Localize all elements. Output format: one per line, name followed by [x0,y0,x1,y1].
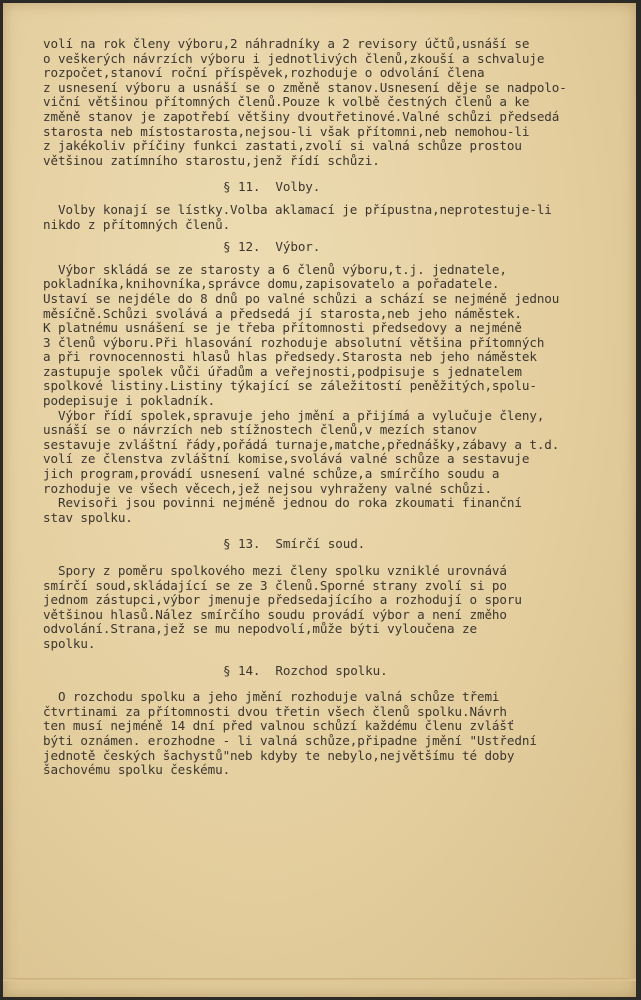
section-10-continuation [43,37,633,168]
text-line: sestavuje zvláštní řády,pořádá turnaje,matche,přednášky,zábavy a t.d. [43,436,560,452]
text-line: spolkové listiny.Listiny týkající se záležitostí peněžitých,spolu- [43,378,537,394]
section-heading-12: § 12. Výbor. [223,239,321,255]
text-line: Volby konají se lístky.Volba aklamací je přípustna,neprotestuje-li [43,201,552,217]
text-line: měsíčně.Schůzi svolává a předsedá jí starosta,neb jeho náměstek. [43,305,522,321]
text-line: Spory z poměru spolkového mezi členy spolku vzniklé urovnává [43,563,507,578]
text-line: usnáší se o návrzích neb stížnostech členů,v mezích stanov [43,422,477,438]
text-line: pokladníka,knihovníka,správce domu,zapisovatelo a pořadatele. [43,276,500,292]
text-line: o veškerých návrzích výboru i jednotlivých členů,zkouší a schvaluje [43,50,545,66]
text-line: rozpočet,stanoví roční příspěvek,rozhoduje o odvolání člena [43,65,485,81]
text-line: většinou zatímního starostu,jenž řídí schůzi. [43,152,380,168]
text-line: stav spolku. [43,509,133,525]
section-12 [43,263,633,526]
text-line: starosta neb místostarosta,nejsou-li však přítomni,neb nemohou-li [43,123,530,139]
text-line: zastupuje spolek vůči úřadům a veřejnosti,podpisuje s jednatelem [43,363,522,379]
document-body [43,37,633,778]
section-heading-11: § 11. Volby. [223,179,321,195]
scanned-page [3,3,636,997]
section-13 [43,564,633,652]
text-line: z jakékoliv příčiny funkci zastati,zvolí si valná schůze prostou [43,138,522,154]
text-line: podepisuje i pokladník. [43,393,216,409]
text-line: z usnesení výboru a usnáší se o změně stanov.Usnesení děje se nadpolo- [43,79,567,95]
section-heading-14: § 14. Rozchod spolku. [223,662,388,678]
text-line: a při rovnocennosti hlasů hlas předsedy.Starosta neb jeho náměstek [43,349,537,365]
text-line: Výbor skládá se ze starosty a 6 členů výboru,t.j. jednatele, [43,261,507,277]
text-line: Revisoři jsou povinni nejméně jednou do roka zkoumati finanční [43,495,522,511]
text-line: Ustaví se nejdéle do 8 dnů po valné schůzi a schází se nejméně jednou [43,290,560,306]
text-line: býti oznámen. erozhodne - li valná schůze,připadne jmění "Ustřední [43,732,537,748]
text-line: 3 členů výboru.Při hlasování rozhoduje absolutní většina přítomných [43,334,545,350]
text-line: viční většinou přítomných členů.Pouze k volbě čestných členů a ke [43,94,530,110]
text-line: rozhoduje ve všech věcech,jež nejsou vyhraženy valné schůzi. [43,480,492,496]
section-heading-13: § 13. Smírčí soud. [223,536,366,552]
text-line: jednom zástupci,výbor jmenuje předsedajícího a rozhodují o sporu [43,592,522,608]
text-line: volí na rok členy výboru,2 náhradníky a 2 revisory účtů,usnáší se [43,36,530,51]
page-fold [3,978,636,981]
text-line: K platnému usnášení se je třeba přítomnosti předsedovy a nejméně [43,320,522,336]
text-line: spolku. [43,635,96,651]
text-line: odvolání.Strana,jež se mu nepodvolí,může býti vyloučena ze [43,621,477,637]
section-14 [43,690,633,778]
text-line: jednotě českých šachystů"neb kdyby te nebylo,největšímu té doby [43,747,515,763]
text-line: smírčí soud,skládající se ze 3 členů.Sporné strany zvolí si po [43,577,507,593]
section-11 [43,203,633,232]
text-line: šachovému spolku českému. [43,762,231,778]
text-line: volí ze členstva zvláštní komise,svolává valné schůze a sestavuje [43,451,530,467]
text-line: čtvrtinami za přítomnosti dvou třetin všech členů spolku.Návrh [43,703,507,719]
text-line: O rozchodu spolku a jeho jmění rozhoduje valná schůze třemi [43,689,500,705]
text-line: změně stanov je zapotřebí většiny dvoutřetinové.Valné schůzi předsedá [43,108,560,124]
text-line: nikdo z přítomných členů. [43,216,231,232]
text-line: Výbor řídí spolek,spravuje jeho jmění a přijímá a vylučuje členy, [43,407,545,423]
text-line: jich program,provádí usnesení valné schůze,a smírčího soudu a [43,466,500,482]
text-line: většinou hlasů.Nález smírčího soudu provádí výbor a není změho [43,606,507,622]
text-line: ten musí nejméně 14 dní před valnou schůzí každému členu zvlášť [43,718,515,734]
